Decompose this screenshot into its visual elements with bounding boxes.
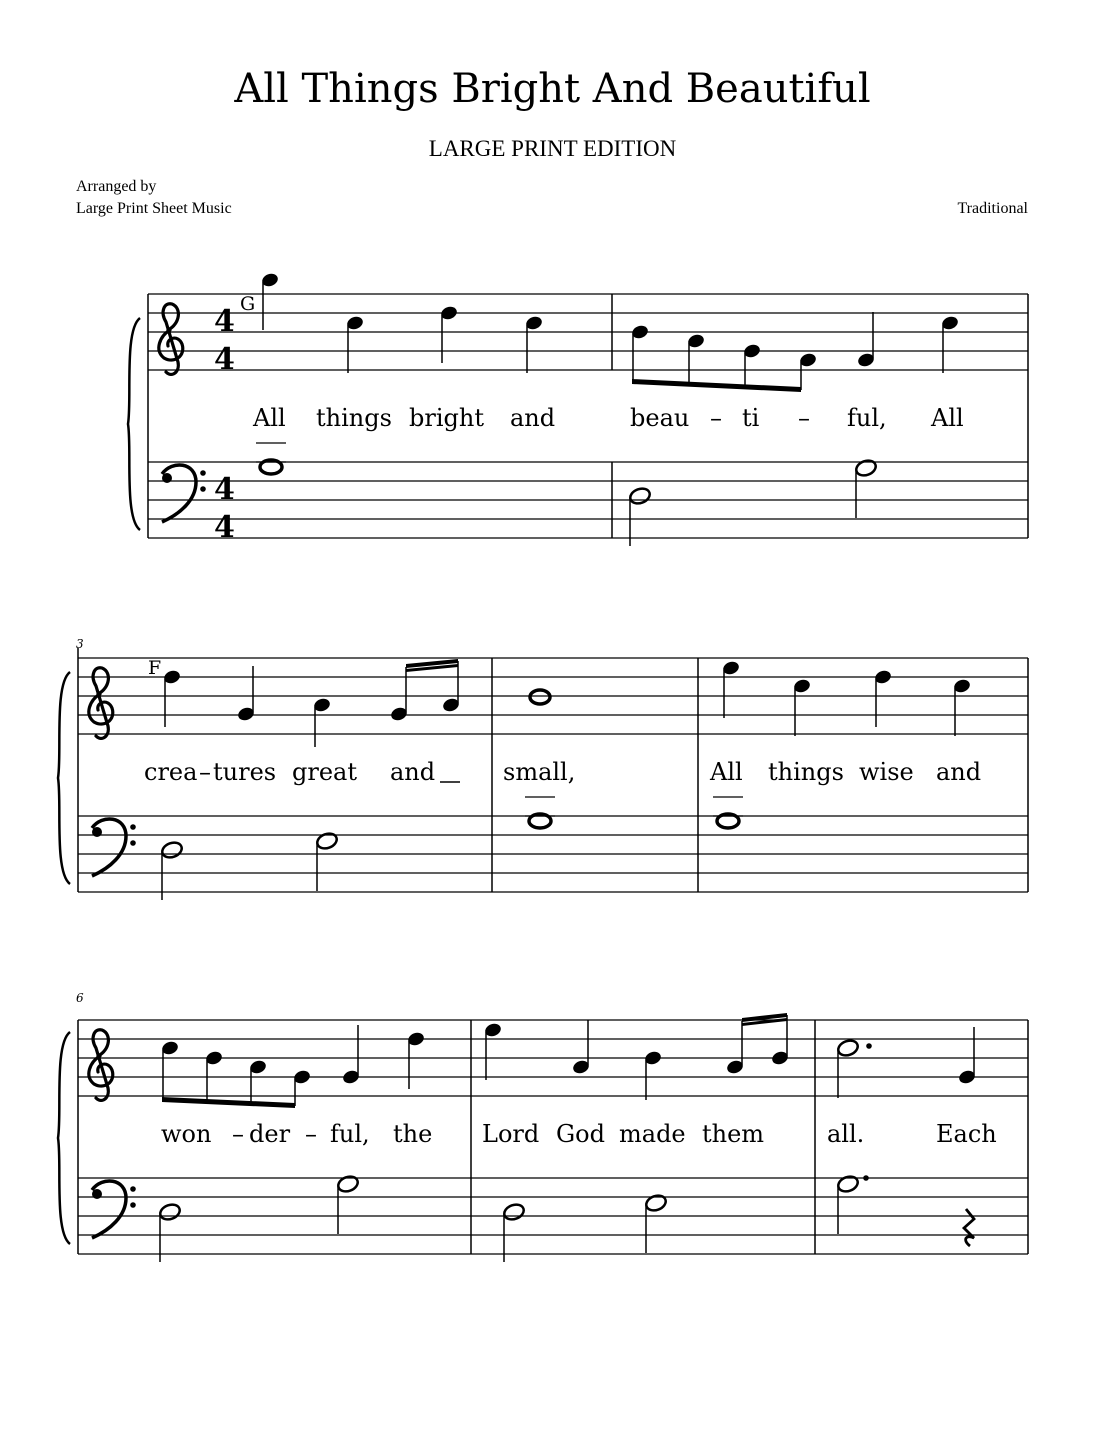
lyric-syllable: der	[249, 1120, 291, 1148]
lyric-syllable: Each	[936, 1120, 997, 1148]
lyric-hyphen: –	[710, 404, 722, 432]
treble-notes-m5	[721, 660, 971, 736]
treble-notes-m4	[530, 690, 550, 704]
grand-staff-brace	[58, 1032, 70, 1244]
bass-notes-s3	[158, 1174, 974, 1262]
lyric-syllable: things	[316, 404, 392, 432]
bass-clef-icon	[162, 465, 206, 522]
arranger-name: Large Print Sheet Music	[76, 200, 232, 217]
lyric-syllable: ful,	[847, 404, 887, 432]
lyric-syllable: beau	[630, 404, 690, 432]
measure-number: 6	[76, 991, 84, 1005]
arranger-label: Arranged by	[76, 178, 157, 195]
lyric-syllable: made	[619, 1120, 686, 1148]
treble-staff-lines	[148, 294, 1028, 370]
quarter-rest-icon	[964, 1209, 974, 1246]
lyric-hyphen: –	[798, 404, 810, 432]
lyric-syllable: things	[768, 758, 844, 786]
treble-notes-m2	[630, 312, 959, 392]
lyric-hyphen: –	[199, 758, 211, 786]
lyrics-system-3	[161, 1120, 997, 1148]
time-signature-bottom: 4	[214, 510, 235, 545]
lyric-syllable: bright	[409, 404, 484, 432]
grand-staff-brace	[58, 672, 70, 884]
lyric-syllable: small,	[503, 758, 576, 786]
treble-clef-icon	[89, 1030, 113, 1101]
lyric-syllable: tures	[213, 758, 277, 786]
time-signature-top: 4	[214, 472, 235, 507]
time-signature-top: 4	[214, 304, 235, 339]
lyric-syllable: wise	[859, 758, 914, 786]
system-3	[58, 991, 1028, 1262]
bass-clef-icon	[92, 819, 136, 876]
lyric-syllable: and	[510, 404, 556, 432]
treble-notes-m7	[483, 1013, 789, 1100]
bass-staff-lines	[78, 816, 1028, 892]
bass-notes-s2	[160, 797, 743, 900]
lyric-syllable: God	[556, 1120, 605, 1148]
lyric-syllable: them	[702, 1120, 765, 1148]
page-title: All Things Bright And Beautiful	[234, 66, 871, 112]
system-2	[58, 637, 1028, 900]
treble-clef-icon	[89, 668, 113, 739]
treble-clef-icon	[159, 304, 183, 375]
lyric-syllable: the	[393, 1120, 433, 1148]
lyric-hyphen: –	[305, 1120, 317, 1148]
lyric-syllable: crea	[144, 758, 198, 786]
lyric-syllable: All	[931, 404, 964, 432]
lyric-syllable: All	[253, 404, 286, 432]
treble-notes-m8	[836, 1027, 976, 1098]
lyric-syllable: ful,	[330, 1120, 370, 1148]
edition-subtitle: LARGE PRINT EDITION	[428, 136, 677, 161]
lyric-hyphen: –	[232, 1120, 244, 1148]
lyric-syllable: won	[161, 1120, 212, 1148]
lyric-syllable: All	[710, 758, 743, 786]
bass-notes-s1	[256, 443, 878, 546]
system-1	[128, 272, 1028, 546]
composer-credit: Traditional	[957, 200, 1028, 217]
grand-staff-brace	[128, 318, 140, 530]
treble-staff-lines	[78, 658, 1028, 734]
lyrics-system-2	[144, 758, 981, 786]
lyric-syllable: and	[390, 758, 436, 786]
bass-staff-lines	[78, 1178, 1028, 1254]
lyrics-system-1	[252, 404, 964, 432]
lyric-syllable: ti	[742, 404, 760, 432]
lyric-syllable: and	[936, 758, 982, 786]
measure-number: 3	[76, 637, 84, 651]
bass-staff-lines	[148, 462, 1028, 538]
time-signature-bottom: 4	[214, 342, 235, 377]
lyric-syllable: great	[292, 758, 357, 786]
treble-notes-m1	[260, 272, 543, 373]
bass-clef-icon	[92, 1181, 136, 1238]
lyric-syllable: Lord	[482, 1120, 540, 1148]
chord-symbol: F	[148, 657, 162, 679]
lyric-syllable: all.	[827, 1120, 865, 1148]
chord-symbol: G	[240, 293, 256, 315]
